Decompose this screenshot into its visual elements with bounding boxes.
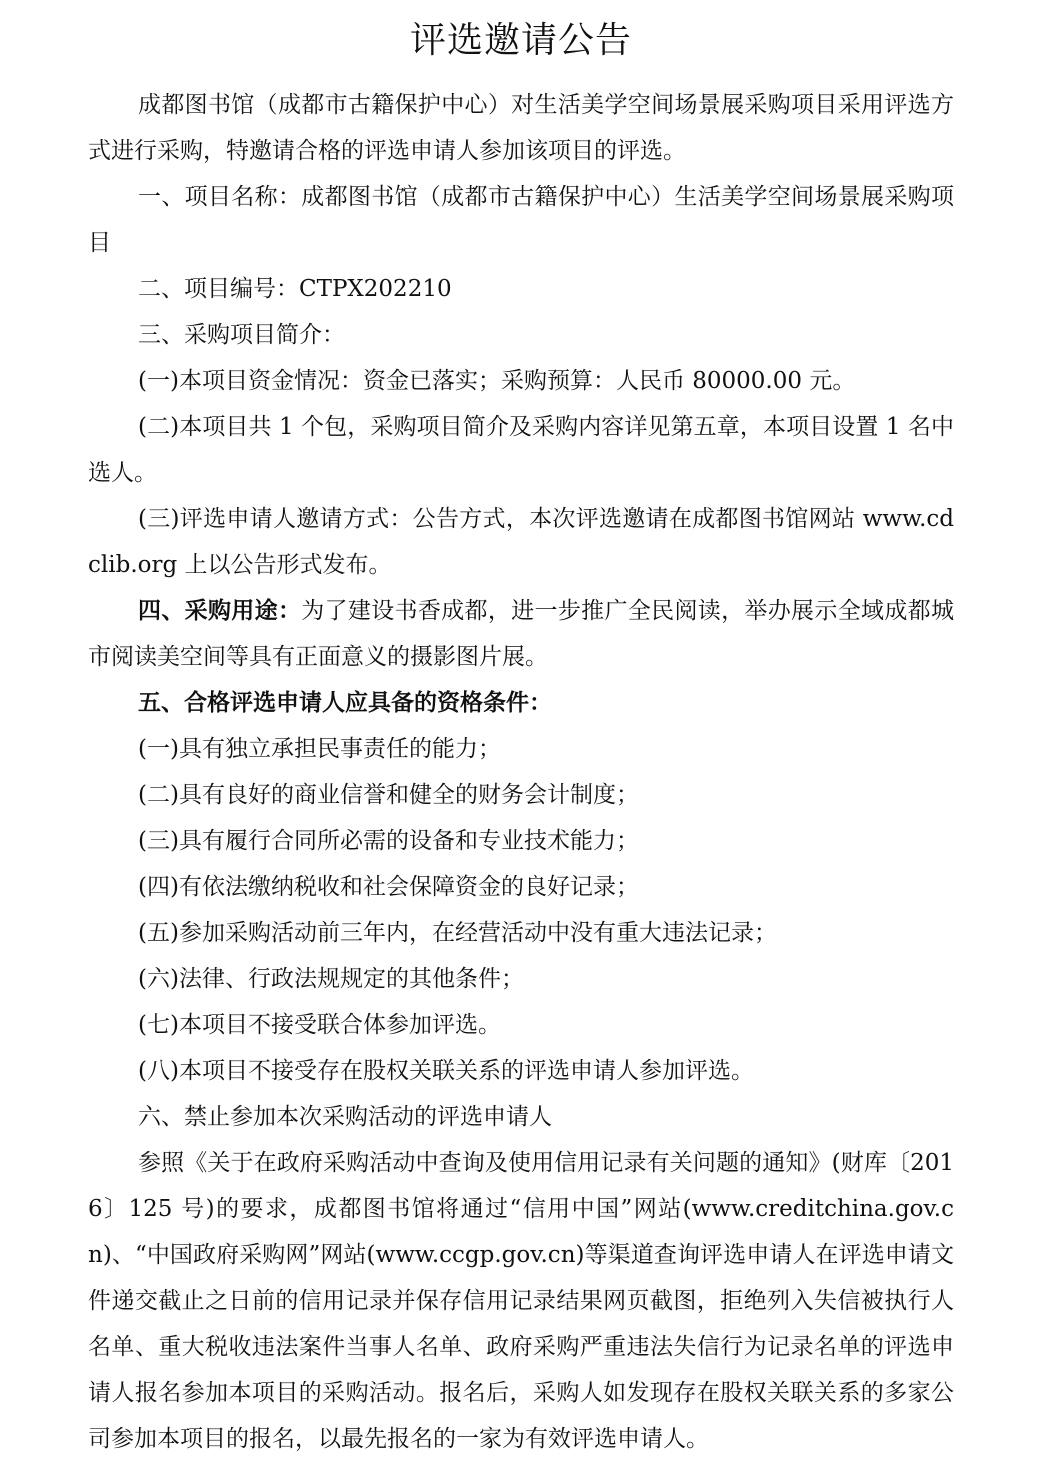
qualification-item: (四)有依法缴纳税收和社会保障资金的良好记录； <box>138 874 639 900</box>
notice-document <box>88 14 954 1462</box>
section-qualification-heading: 五、合格评选申请人应具备的资格条件： <box>138 690 552 716</box>
section-purpose-text: 为了建设书香成都，进一步推广全民阅读，举办展示全域成都城市阅读美空间等具有正面意义的摄影图片展。 <box>88 598 955 670</box>
section-project-name-label: 一、项目名称： <box>138 184 302 210</box>
qualification-item: (二)具有良好的商业信誉和健全的财务会计制度； <box>138 782 639 808</box>
summary-item-invitation: (三)评选申请人邀请方式：公告方式，本次评选邀请在成都图书馆网站 www.cdclib.org 上以公告形式发布。 <box>88 506 954 578</box>
qualification-item: (七)本项目不接受联合体参加评选。 <box>138 1012 501 1038</box>
section-project-number-text: CTPX202210 <box>299 276 452 302</box>
qualification-item: (三)具有履行合同所必需的设备和专业技术能力； <box>138 828 639 854</box>
page-title: 评选邀请公告 <box>409 20 632 61</box>
qualification-item: (一)具有独立承担民事责任的能力； <box>138 736 501 762</box>
qualification-item: (五)参加采购活动前三年内，在经营活动中没有重大违法记录； <box>138 920 777 946</box>
section-purpose-label: 四、采购用途： <box>138 598 302 624</box>
qualification-item: (八)本项目不接受存在股权关联关系的评选申请人参加评选。 <box>138 1058 754 1084</box>
section-project-name <box>88 174 954 266</box>
summary-item-funding: (一)本项目资金情况：资金已落实；采购预算：人民币 80000.00 元。 <box>138 368 856 394</box>
section-prohibited-heading: 六、禁止参加本次采购活动的评选申请人 <box>138 1104 552 1130</box>
section-purpose <box>88 588 954 680</box>
section-summary-heading: 三、采购项目简介： <box>138 322 345 348</box>
section-prohibited-text: 参照《关于在政府采购活动中查询及使用信用记录有关问题的通知》(财库〔2016〕125 号)的要求，成都图书馆将通过“信用中国”网站(www.creditchina.gov.cn)、“中国政府采购网”网站(www.ccgp.gov.cn)等渠道查询评选申请人在评选申请文件递交截止之日前的信用记录并保存信用记录结果网页截图，拒绝列入失信被执行人名单、重大税收违法案件当事人名单、政府采购严重违法失信行为记录名单的评选申请人报名参加本项目的采购活动。报名后，采购人如发现存在股权关联关系的多家公司参加本项目的报名，以最先报名的一家为有效评选申请人。 <box>88 1150 954 1452</box>
section-project-name-text: 成都图书馆（成都市古籍保护中心）生活美学空间场景展采购项目 <box>88 184 955 256</box>
summary-item-package: (二)本项目共 1 个包，采购项目简介及采购内容详见第五章，本项目设置 1 名中选人。 <box>88 414 954 486</box>
qualification-item: (六)法律、行政法规规定的其他条件； <box>138 966 524 992</box>
intro-paragraph: 成都图书馆（成都市古籍保护中心）对生活美学空间场景展采购项目采用评选方式进行采购，特邀请合格的评选申请人参加该项目的评选。 <box>88 92 954 164</box>
section-project-number <box>88 266 954 312</box>
section-project-number-label: 二、项目编号： <box>138 276 299 302</box>
